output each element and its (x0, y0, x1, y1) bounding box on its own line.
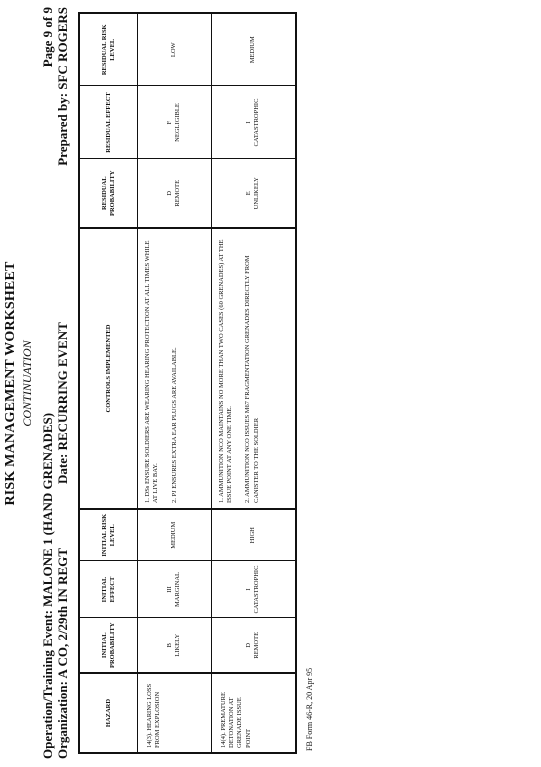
initial-risk-cell: MEDIUM (138, 509, 212, 561)
operation-label: Operation/Training Event: MALONE 1 (HAND GRENADES) (40, 412, 55, 759)
col-header-residual-risk-level: RESIDUAL RISK LEVEL (79, 13, 138, 86)
col-header-residual-probability: RESIDUAL PROBABILITY (79, 159, 138, 228)
effect-text: CATASTROPHIC (253, 565, 261, 614)
residual-effect-cell (138, 86, 212, 159)
residual-probability-cell (211, 159, 296, 228)
col-header-hazard: HAZARD (79, 673, 138, 753)
residual-probability-cell (138, 159, 212, 228)
probability-code: D (165, 190, 173, 196)
col-header-initial-probability: INITIAL PROBABILITY (79, 618, 138, 673)
hazard-cell: 14(4). PREMATURE DETONATION AT GRENADE ISSUE POINT (211, 673, 296, 753)
effect-code: F (165, 120, 173, 125)
table-row (211, 13, 296, 753)
initial-probability-cell (211, 618, 296, 673)
control-item: 1. DSs ENSURE SOLDIERS ARE WEARING HEARING PROTECTION AT ALL TIMES WHILE AT LIVE BAY. (144, 240, 160, 503)
initial-effect-cell (211, 561, 296, 618)
col-header-initial-effect: INITIAL EFFECT (79, 561, 138, 618)
probability-code: E (244, 191, 252, 196)
hazard-cell: 14(3). HEARING LOSS FROM EXPLOSION (138, 673, 212, 753)
effect-text: MARGINAL (174, 571, 182, 608)
probability-text: UNLIKELY (253, 177, 261, 210)
effect-code: I (244, 588, 252, 591)
col-header-initial-risk-level: INITIAL RISK LEVEL (79, 509, 138, 561)
effect-code: III (165, 586, 173, 593)
table-header-row (79, 13, 138, 753)
residual-effect-cell (211, 86, 296, 159)
col-header-controls: CONTROLS IMPLEMENTED (79, 228, 138, 509)
controls-cell (211, 228, 296, 509)
prepared-by-label: Prepared by: SFC ROGERS (55, 7, 70, 166)
probability-code: D (244, 642, 252, 648)
worksheet-title: RISK MANAGEMENT WORKSHEET (3, 261, 18, 506)
initial-effect-cell (138, 561, 212, 618)
residual-risk-cell: MEDIUM (211, 13, 296, 86)
control-item: 1. AMMUNITION NCO MAINTAINS NO MORE THAN TWO CASES (60 GRENADES) AT THE ISSUE POINT AT ANY ONE TIME. (217, 239, 234, 503)
probability-text: REMOTE (174, 179, 182, 207)
probability-code: B (165, 643, 173, 648)
probability-text: LIKELY (174, 633, 182, 657)
date-label: Date: RECURRING EVENT (55, 322, 70, 484)
control-item: 2. PJ ENSURES EXTRA EAR PLUGS ARE AVAILABLE. (170, 347, 178, 503)
initial-risk-cell: HIGH (211, 509, 296, 561)
col-header-residual-effect: RESIDUAL EFFECT (79, 86, 138, 159)
table-row (138, 13, 212, 753)
initial-probability-cell (138, 618, 212, 673)
controls-cell (138, 228, 212, 509)
residual-risk-cell: LOW (138, 13, 212, 86)
effect-code: I (244, 121, 252, 124)
risk-table (78, 12, 297, 754)
worksheet-subtitle: CONTINUATION (20, 340, 34, 427)
organization-label: Organization: A CO, 2/29th IN REGT (55, 548, 70, 759)
probability-text: REMOTE (253, 631, 261, 659)
effect-text: NEGLIGIBLE (174, 103, 182, 142)
form-number: FB Form 46-R, 20 Apr 95 (305, 667, 314, 751)
page-number: Page 9 of 9 (40, 7, 55, 68)
effect-text: CATASTROPHIC (253, 98, 261, 147)
control-item: 2. AMMUNITION NCO ISSUES M67 FRAGMENTATION GRENADES DIRECTLY FROM CANISTER TO THE SOLDIER (244, 255, 260, 503)
